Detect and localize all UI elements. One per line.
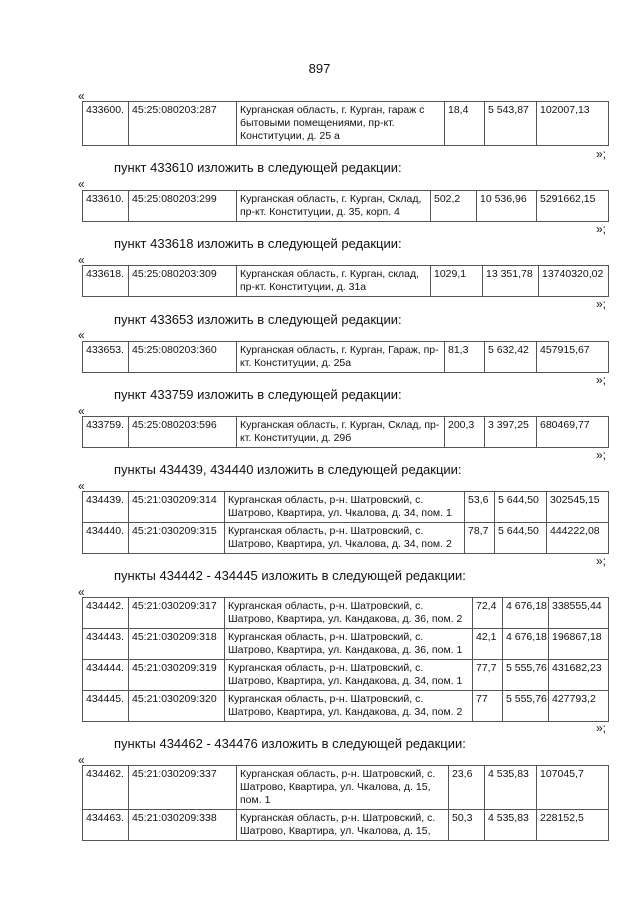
instruction-text: пункт 433618 изложить в следующей редакции: — [114, 236, 402, 251]
row-number: 434445. — [83, 691, 129, 722]
specific-value: 5 543,87 — [485, 102, 537, 146]
area: 77,7 — [473, 660, 503, 691]
open-quote: « — [78, 253, 85, 267]
area: 77 — [473, 691, 503, 722]
table-row — [83, 523, 609, 554]
area: 200,3 — [445, 417, 485, 448]
cadastral-table-5 — [82, 416, 609, 448]
specific-value: 5 644,50 — [495, 492, 547, 523]
table-row — [83, 417, 609, 448]
cadastral-number: 45:25:080203:360 — [129, 342, 237, 373]
address: Курганская область, р-н. Шатровский, с. Шатрово, Квартира, ул. Кандакова, д. 34, пом. 1 — [225, 660, 473, 691]
page-number: 897 — [308, 61, 331, 76]
row-number: 434440. — [83, 523, 129, 554]
area: 18,4 — [445, 102, 485, 146]
open-quote: « — [78, 479, 85, 493]
row-number: 434442. — [83, 598, 129, 629]
cadastral-value: 196867,18 — [549, 629, 609, 660]
area: 23,6 — [449, 766, 485, 810]
cadastral-number: 45:25:080203:287 — [129, 102, 237, 146]
open-quote: « — [78, 585, 85, 599]
table-row — [83, 191, 609, 222]
row-number: 434439. — [83, 492, 129, 523]
open-quote: « — [78, 328, 85, 342]
table-row — [83, 266, 609, 297]
cadastral-number: 45:25:080203:309 — [129, 266, 237, 297]
area: 42,1 — [473, 629, 503, 660]
area: 50,3 — [449, 810, 485, 841]
address: Курганская область, р-н. Шатровский, с. Шатрово, Квартира, ул. Чкалова, д. 15, пом. 1 — [237, 766, 449, 810]
cadastral-number: 45:21:030209:315 — [129, 523, 225, 554]
cadastral-number: 45:21:030209:337 — [129, 766, 237, 810]
address: Курганская область, р-н. Шатровский, с. Шатрово, Квартира, ул. Чкалова, д. 34, пом. 2 — [225, 523, 465, 554]
row-number: 433610. — [83, 191, 129, 222]
row-number: 434444. — [83, 660, 129, 691]
cadastral-value: 302545,15 — [547, 492, 609, 523]
close-quote: »; — [596, 721, 607, 735]
row-number: 433618. — [83, 266, 129, 297]
table-row — [83, 810, 609, 841]
open-quote: « — [78, 404, 85, 418]
close-quote: »; — [596, 147, 607, 161]
address: Курганская область, г. Курган, склад, пр-кт. Конституции, д. 31а — [237, 266, 431, 297]
specific-value: 5 555,76 — [503, 691, 549, 722]
table-row — [83, 342, 609, 373]
address: Курганская область, р-н. Шатровский, с. Шатрово, Квартира, ул. Кандакова, д. 36, пом. 1 — [225, 629, 473, 660]
instruction-text: пункт 433653 изложить в следующей редакции: — [114, 312, 402, 327]
table-row — [83, 691, 609, 722]
specific-value: 5 555,76 — [503, 660, 549, 691]
cadastral-table-3 — [82, 265, 609, 297]
cadastral-value: 102007,13 — [537, 102, 609, 146]
close-quote: »; — [596, 373, 607, 387]
specific-value: 13 351,78 — [483, 266, 539, 297]
open-quote: « — [78, 89, 85, 103]
cadastral-number: 45:21:030209:317 — [129, 598, 225, 629]
cadastral-value: 427793,2 — [549, 691, 609, 722]
instruction-text: пункты 434442 - 434445 изложить в следующей редакции: — [114, 568, 466, 583]
cadastral-value: 457915,67 — [537, 342, 609, 373]
cadastral-number: 45:21:030209:318 — [129, 629, 225, 660]
instruction-text: пункты 434462 - 434476 изложить в следующей редакции: — [114, 736, 466, 751]
specific-value: 5 644,50 — [495, 523, 547, 554]
table-row — [83, 598, 609, 629]
address: Курганская область, р-н. Шатровский, с. Шатрово, Квартира, ул. Кандакова, д. 36, пом. 2 — [225, 598, 473, 629]
address: Курганская область, р-н. Шатровский, с. Шатрово, Квартира, ул. Чкалова, д. 15, — [237, 810, 449, 841]
cadastral-number: 45:21:030209:319 — [129, 660, 225, 691]
cadastral-value: 107045,7 — [537, 766, 609, 810]
area: 1029,1 — [431, 266, 483, 297]
row-number: 434443. — [83, 629, 129, 660]
row-number: 433653. — [83, 342, 129, 373]
table-row — [83, 492, 609, 523]
cadastral-number: 45:21:030209:320 — [129, 691, 225, 722]
cadastral-value: 13740320,02 — [539, 266, 609, 297]
cadastral-number: 45:21:030209:314 — [129, 492, 225, 523]
instruction-text: пункты 434439, 434440 изложить в следующей редакции: — [114, 462, 462, 477]
specific-value: 4 676,18 — [503, 598, 549, 629]
specific-value: 10 536,96 — [477, 191, 537, 222]
close-quote: »; — [596, 448, 607, 462]
cadastral-table-4 — [82, 341, 609, 373]
cadastral-value: 680469,77 — [537, 417, 609, 448]
close-quote: »; — [596, 222, 607, 236]
open-quote: « — [78, 177, 85, 191]
cadastral-table-2 — [82, 190, 609, 222]
cadastral-number: 45:25:080203:299 — [129, 191, 237, 222]
specific-value: 3 397,25 — [485, 417, 537, 448]
close-quote: »; — [596, 297, 607, 311]
cadastral-table-6 — [82, 491, 609, 554]
cadastral-table-8 — [82, 765, 609, 841]
row-number: 433600. — [83, 102, 129, 146]
area: 502,2 — [431, 191, 477, 222]
open-quote: « — [78, 753, 85, 767]
address: Курганская область, р-н. Шатровский, с. Шатрово, Квартира, ул. Чкалова, д. 34, пом. 1 — [225, 492, 465, 523]
area: 81,3 — [445, 342, 485, 373]
row-number: 434463. — [83, 810, 129, 841]
specific-value: 5 632,42 — [485, 342, 537, 373]
specific-value: 4 676,18 — [503, 629, 549, 660]
cadastral-value: 431682,23 — [549, 660, 609, 691]
instruction-text: пункт 433610 изложить в следующей редакции: — [114, 160, 402, 175]
table-row — [83, 766, 609, 810]
specific-value: 4 535,83 — [485, 766, 537, 810]
cadastral-value: 338555,44 — [549, 598, 609, 629]
close-quote: »; — [596, 554, 607, 568]
address: Курганская область, г. Курган, Гараж, пр-кт. Конституции, д. 25а — [237, 342, 445, 373]
cadastral-value: 5291662,15 — [537, 191, 609, 222]
cadastral-value: 228152,5 — [537, 810, 609, 841]
area: 72,4 — [473, 598, 503, 629]
specific-value: 4 535,83 — [485, 810, 537, 841]
cadastral-number: 45:25:080203:596 — [129, 417, 237, 448]
table-row — [83, 629, 609, 660]
cadastral-table-1 — [82, 101, 609, 146]
cadastral-number: 45:21:030209:338 — [129, 810, 237, 841]
cadastral-table-7 — [82, 597, 609, 722]
cadastral-value: 444222,08 — [547, 523, 609, 554]
row-number: 434462. — [83, 766, 129, 810]
area: 53,6 — [465, 492, 495, 523]
address: Курганская область, г. Курган, гараж с бытовыми помещениями, пр-кт. Конституции, д. 25 а — [237, 102, 445, 146]
address: Курганская область, г. Курган, Склад, пр-кт. Конституции, д. 35, корп. 4 — [237, 191, 431, 222]
instruction-text: пункт 433759 изложить в следующей редакции: — [114, 387, 402, 402]
address: Курганская область, г. Курган, Склад, пр-кт. Конституции, д. 29б — [237, 417, 445, 448]
area: 78,7 — [465, 523, 495, 554]
table-row — [83, 660, 609, 691]
row-number: 433759. — [83, 417, 129, 448]
address: Курганская область, р-н. Шатровский, с. Шатрово, Квартира, ул. Кандакова, д. 34, пом. 2 — [225, 691, 473, 722]
table-row — [83, 102, 609, 146]
